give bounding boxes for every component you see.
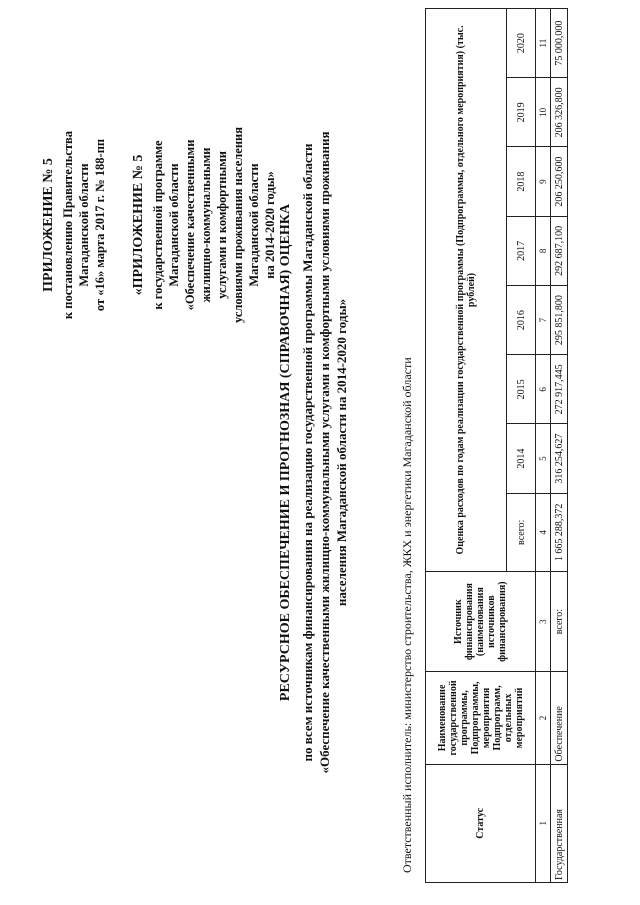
row-value-2018: 206 250,600 — [551, 147, 568, 216]
header-year: 2020 — [507, 9, 536, 78]
quoted-appendix-line: Магаданской области — [247, 163, 261, 287]
appendix-line: Магаданской области — [77, 163, 91, 287]
row-value-total: 1 665 288,372 — [551, 493, 568, 571]
column-number-row — [536, 9, 551, 883]
row-value-2020: 75 000,000 — [551, 9, 568, 78]
appendix-header — [40, 75, 278, 375]
table-header-row — [426, 9, 507, 883]
header-year: 2018 — [507, 147, 536, 216]
document-subtitle: по всем источникам финансирования на реализацию государственной программы Магаданской области — [300, 143, 315, 762]
responsible-executor: Ответственный исполнитель: министерство строительства, ЖКХ и энергетики Магаданской области — [400, 357, 414, 873]
quoted-appendix-line: жилищно-коммунальными — [199, 147, 213, 303]
header-year: 2015 — [507, 355, 536, 424]
resource-table — [425, 8, 568, 883]
row-value-2019: 206 326,800 — [551, 78, 568, 147]
column-number: 9 — [536, 147, 551, 216]
header-status: Статус — [426, 764, 536, 882]
document-subtitle: «Обеспечение качественными жилищно-коммунальными услугами и комфортными условиями проживания — [317, 131, 332, 774]
header-estimate: Оценка расходов по годам реализации государственной программы (Подпрограммы, отдельного мероприятия) (тыс. рублей) — [426, 9, 507, 572]
header-name: Наименование государственной программы, Подпрограммы, мероприятия Подпрограмм, отдельных мероприятий — [426, 672, 536, 764]
column-number: 3 — [536, 571, 551, 671]
quoted-appendix-line: Магаданской области — [167, 163, 181, 287]
column-number: 10 — [536, 78, 551, 147]
row-status: Государственная — [551, 764, 568, 882]
column-number: 6 — [536, 355, 551, 424]
quoted-appendix-line: на 2014-2020 годы» — [263, 171, 277, 279]
document-subtitle: населения Магаданской области на 2014-2020 годы» — [334, 298, 349, 607]
row-value-2017: 292 687,100 — [551, 216, 568, 285]
quoted-appendix-line: условиями проживания населения — [231, 127, 245, 324]
row-source: всего: — [551, 571, 568, 671]
column-number: 1 — [536, 764, 551, 882]
appendix-line: к постановлению Правительства — [61, 130, 75, 320]
header-source: Источник финансирования (наименования источников финансирования) — [426, 571, 536, 671]
column-number: 5 — [536, 424, 551, 493]
column-number: 8 — [536, 216, 551, 285]
row-name: Обеспечение — [551, 672, 568, 764]
header-total: всего: — [507, 493, 536, 571]
header-year: 2019 — [507, 78, 536, 147]
appendix-line: от «16» марта 2017 г. № 188-пп — [93, 138, 107, 312]
column-number: 2 — [536, 672, 551, 764]
quoted-appendix-line: услугами и комфортными — [215, 151, 229, 299]
row-value-2015: 272 917,445 — [551, 355, 568, 424]
header-year: 2014 — [507, 424, 536, 493]
column-number: 7 — [536, 285, 551, 354]
row-value-2014: 316 254,627 — [551, 424, 568, 493]
header-year: 2016 — [507, 285, 536, 354]
column-number: 11 — [536, 9, 551, 78]
quoted-appendix-line: к государственной программе — [151, 140, 165, 310]
table-row — [551, 9, 568, 883]
quoted-appendix-title: «ПРИЛОЖЕНИЕ № 5 — [131, 154, 146, 296]
header-year: 2017 — [507, 216, 536, 285]
document-title: РЕСУРСНОЕ ОБЕСПЕЧЕНИЕ И ПРОГНОЗНАЯ (СПРАВОЧНАЯ) ОЦЕНКА — [278, 203, 293, 702]
appendix-title: ПРИЛОЖЕНИЕ № 5 — [41, 158, 56, 292]
quoted-appendix-line: «Обеспечение качественными — [183, 139, 197, 311]
row-value-2016: 295 851,800 — [551, 285, 568, 354]
column-number: 4 — [536, 493, 551, 571]
